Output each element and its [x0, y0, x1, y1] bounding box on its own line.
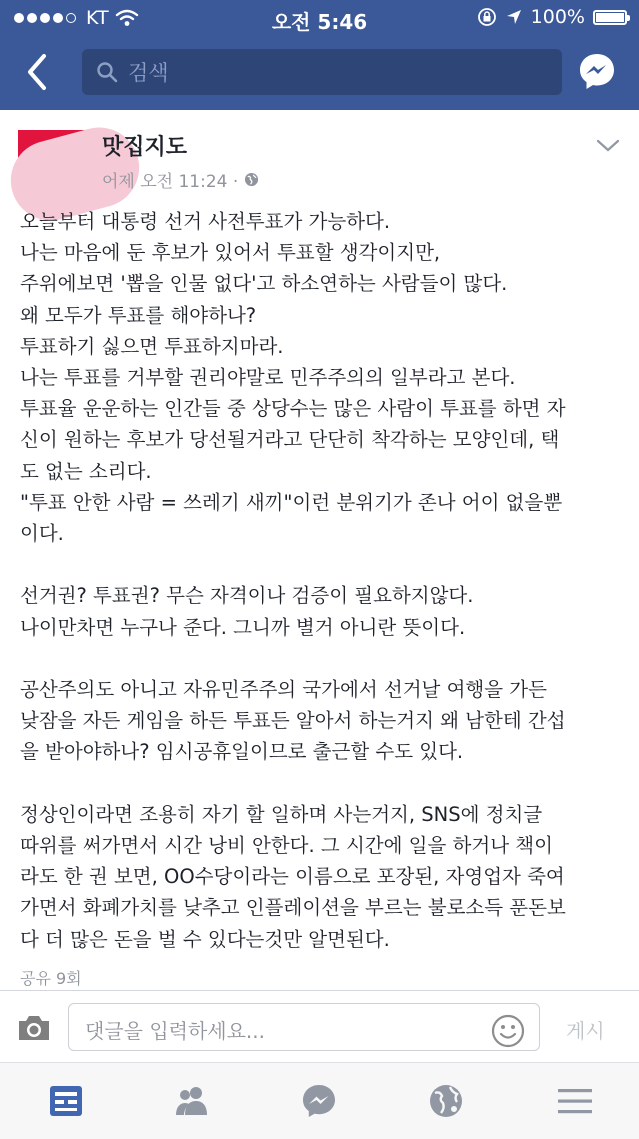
paragraph-gap	[20, 643, 620, 674]
post-body-line: 도 없는 소리다.	[20, 459, 152, 483]
messenger-icon[interactable]	[577, 51, 617, 91]
paragraph-gap	[20, 768, 620, 799]
post-body-line: 을 받아야하나? 임시공휴일이므로 출근할 수도 있다.	[20, 740, 464, 764]
post-body-line: 나는 마음에 둔 후보가 있어서 투표할 생각이지만,	[20, 241, 441, 265]
post-body-line: 신이 원하는 후보가 당선될거라고 단단히 착각하는 모양인데, 택	[20, 428, 560, 452]
post-body-line: 오늘부터 대통령 선거 사전투표가 가능하다.	[20, 210, 391, 233]
top-bar	[0, 0, 639, 110]
post-body-line: 정상인이라면 조용히 자기 할 일하며 사는거지, SNS에 정치글	[20, 802, 543, 826]
post-body-line: 투표율 운운하는 인간들 중 상당수는 많은 사람이 투표를 하면 자	[20, 397, 566, 421]
search-icon	[96, 61, 118, 83]
friends-icon[interactable]	[172, 1083, 212, 1119]
paragraph-gap	[20, 549, 620, 580]
post-comment-button[interactable]: 게시	[566, 1019, 605, 1043]
comment-input[interactable]	[68, 1003, 540, 1051]
rotation-lock-icon	[477, 7, 497, 27]
post-body-line: 공산주의도 아니고 자유민주주의 국가에서 선거날 여행을 가든	[20, 678, 547, 702]
avatar[interactable]	[18, 130, 96, 200]
chevron-down-icon[interactable]	[596, 138, 620, 154]
post-timestamp[interactable]: 어제 오전 11:24 ·	[102, 172, 239, 192]
nav-row	[0, 36, 639, 110]
search-placeholder: 검색	[128, 61, 169, 85]
messenger-icon[interactable]	[299, 1083, 339, 1119]
post-body-line: "투표 안한 사람 = 쓰레기 새끼"이런 분위기가 존나 어이 없을뿐	[20, 490, 563, 514]
post-body-line: 라도 한 권 보면, OO수당이라는 이름으로 포장된, 자영업자 죽여	[20, 865, 565, 889]
post-body-line: 따위를 써가면서 시간 낭비 안한다. 그 시간에 일을 하거나 책이	[20, 834, 553, 858]
battery-percent: 100%	[530, 6, 585, 28]
post-body-line: 낮잠을 자든 게임을 하든 투표든 알아서 하는거지 왜 남한테 간섭	[20, 709, 566, 733]
post-body-line: 투표하기 싫으면 투표하지마라.	[20, 334, 284, 358]
post-body-line: 왜 모두가 투표를 해야하나?	[20, 303, 257, 327]
battery-icon	[593, 10, 627, 25]
camera-icon[interactable]	[16, 1013, 52, 1043]
location-icon	[505, 8, 523, 26]
post-meta	[102, 167, 259, 192]
status-bar	[0, 0, 639, 36]
comment-placeholder: 댓글을 입력하세요...	[85, 1019, 265, 1043]
back-icon[interactable]	[22, 52, 52, 92]
post-body-line: 이다.	[20, 522, 64, 546]
globe-icon	[244, 172, 259, 187]
globe-icon[interactable]	[426, 1083, 466, 1119]
status-time: 오전 5:46	[271, 10, 368, 34]
status-right	[477, 6, 627, 28]
comment-bar	[0, 990, 639, 1063]
search-input[interactable]	[82, 49, 562, 95]
post-body-line: 선거권? 투표권? 무슨 자격이나 검증이 필요하지않다.	[20, 584, 474, 608]
post-author[interactable]: 맛집지도	[102, 135, 188, 160]
post-body-line: 가면서 화폐가치를 낮추고 인플레이션을 부르는 불로소득 푼돈보	[20, 896, 566, 920]
carrier-label: KT	[86, 7, 109, 29]
post-body-line: 다 더 많은 돈을 벌 수 있다는것만 알면된다.	[20, 927, 390, 951]
post-body-line: 나는 투표를 거부할 권리야말로 민주주의의 일부라고 본다.	[20, 366, 516, 390]
tab-bar	[0, 1062, 639, 1139]
news-feed-icon[interactable]	[46, 1083, 86, 1119]
share-count[interactable]: 공유 9회	[20, 969, 82, 988]
post-body-line: 주위에보면 '뽑을 인물 없다'고 하소연하는 사람들이 많다.	[20, 272, 508, 296]
smiley-icon[interactable]	[491, 1014, 525, 1048]
menu-icon[interactable]	[555, 1083, 595, 1119]
post-body-line: 나이만차면 누구나 준다. 그니까 별거 아니란 뜻이다.	[20, 615, 466, 639]
post-body	[20, 206, 620, 955]
